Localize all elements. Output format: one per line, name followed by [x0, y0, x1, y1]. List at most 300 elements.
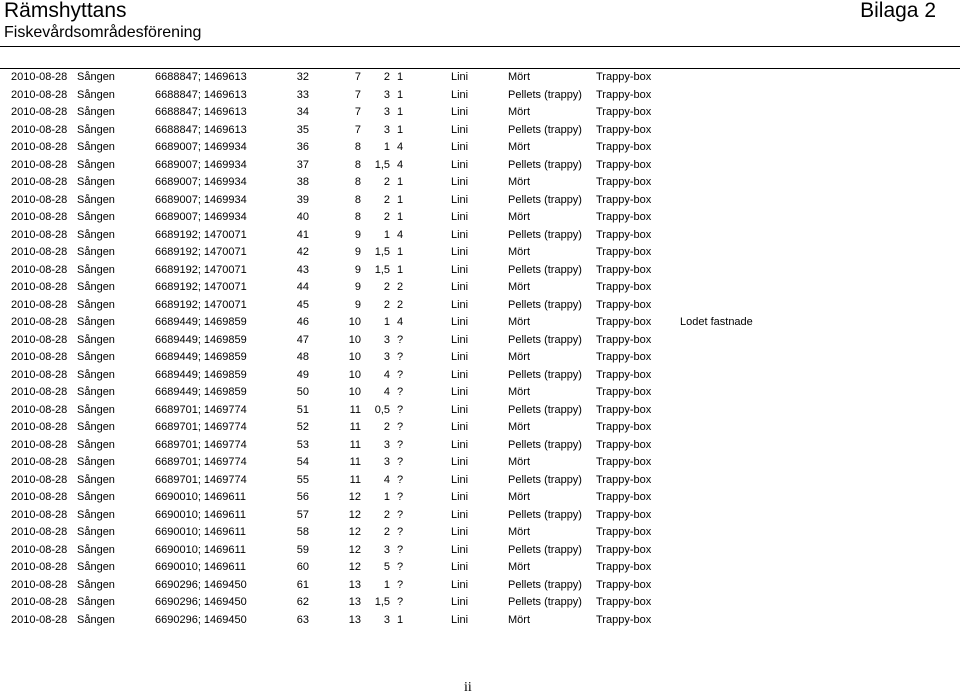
- cell-sample-no: 33: [296, 88, 309, 101]
- cell-trap: Trappy-box: [596, 106, 652, 119]
- cell-note: [675, 139, 960, 157]
- cell-station: 7: [354, 71, 361, 84]
- cell-lake: Sången: [77, 123, 115, 136]
- cell-gear: Lini: [451, 403, 469, 416]
- cell-coordinates: 6690010; 1469611: [155, 491, 246, 504]
- table-row: [0, 542, 960, 560]
- cell-note: [675, 122, 960, 140]
- cell-lake: Sången: [77, 71, 115, 84]
- cell-coordinates: 6689007; 1469934: [155, 211, 247, 224]
- cell-bait: Mört: [508, 211, 530, 224]
- cell-date: 2010-08-28: [11, 596, 68, 609]
- cell-date: 2010-08-28: [11, 543, 68, 556]
- cell-trap: Trappy-box: [596, 263, 652, 276]
- cell-gear: Lini: [451, 263, 469, 276]
- cell-coordinates: 6689701; 1469774: [155, 438, 247, 451]
- cell-coordinates: 6689192; 1470071: [155, 281, 247, 294]
- cell-depth: 1: [383, 491, 390, 504]
- cell-station: 8: [354, 176, 361, 189]
- cell-date: 2010-08-28: [11, 333, 68, 346]
- cell-station: 12: [348, 508, 361, 521]
- cell-bait: Pellets (trappy): [508, 596, 582, 609]
- cell-value: ?: [397, 333, 404, 346]
- cell-coordinates: 6689007; 1469934: [155, 158, 247, 171]
- cell-gear: Lini: [451, 491, 469, 504]
- cell-date: 2010-08-28: [11, 473, 68, 486]
- cell-bait: Mört: [508, 421, 530, 434]
- cell-bait: Pellets (trappy): [508, 123, 582, 136]
- cell-station: 12: [348, 561, 361, 574]
- cell-coordinates: 6690296; 1469450: [155, 596, 247, 609]
- cell-lake: Sången: [77, 438, 115, 451]
- cell-bait: Pellets (trappy): [508, 438, 582, 451]
- cell-sample-no: 39: [296, 193, 309, 206]
- cell-bait: Pellets (trappy): [508, 473, 582, 486]
- table-row: [0, 384, 960, 402]
- table-row: [0, 594, 960, 612]
- table-row: [0, 69, 960, 87]
- cell-sample-no: 42: [296, 246, 309, 259]
- cell-depth: 2: [383, 298, 390, 311]
- table-row: [0, 419, 960, 437]
- cell-station: 10: [348, 368, 361, 381]
- cell-note: [675, 87, 960, 105]
- cell-trap: Trappy-box: [596, 491, 652, 504]
- cell-coordinates: 6690010; 1469611: [155, 508, 246, 521]
- cell-bait: Pellets (trappy): [508, 228, 582, 241]
- cell-trap: Trappy-box: [596, 561, 652, 574]
- cell-date: 2010-08-28: [11, 123, 68, 136]
- cell-lake: Sången: [77, 351, 115, 364]
- table-row: [0, 297, 960, 315]
- cell-gear: Lini: [451, 176, 469, 189]
- cell-bait: Pellets (trappy): [508, 403, 582, 416]
- cell-lake: Sången: [77, 263, 115, 276]
- cell-value: ?: [397, 456, 404, 469]
- cell-date: 2010-08-28: [11, 141, 68, 154]
- cell-depth: 3: [383, 351, 390, 364]
- cell-gear: Lini: [451, 141, 469, 154]
- cell-coordinates: 6688847; 1469613: [155, 106, 247, 119]
- cell-station: 13: [348, 613, 361, 626]
- cell-trap: Trappy-box: [596, 333, 652, 346]
- cell-depth: 1,5: [374, 596, 390, 609]
- table-row: [0, 157, 960, 175]
- document-header: [4, 0, 201, 43]
- cell-lake: Sången: [77, 281, 115, 294]
- cell-depth: 0,5: [374, 403, 390, 416]
- cell-trap: Trappy-box: [596, 473, 652, 486]
- cell-station: 12: [348, 526, 361, 539]
- cell-station: 7: [354, 106, 361, 119]
- cell-date: 2010-08-28: [11, 263, 68, 276]
- cell-station: 9: [354, 228, 361, 241]
- cell-value: 2: [397, 298, 404, 311]
- table-row: [0, 244, 960, 262]
- cell-value: 1: [397, 211, 404, 224]
- cell-date: 2010-08-28: [11, 88, 68, 101]
- table-row: [0, 402, 960, 420]
- cell-sample-no: 51: [296, 403, 309, 416]
- table-row: [0, 507, 960, 525]
- cell-depth: 2: [383, 71, 390, 84]
- cell-station: 10: [348, 386, 361, 399]
- cell-trap: Trappy-box: [596, 228, 652, 241]
- cell-value: ?: [397, 351, 404, 364]
- cell-depth: 4: [383, 473, 390, 486]
- cell-value: 1: [397, 193, 404, 206]
- cell-coordinates: 6688847; 1469613: [155, 88, 247, 101]
- cell-gear: Lini: [451, 561, 469, 574]
- cell-value: 1: [397, 613, 404, 626]
- page-number: ii: [464, 680, 472, 695]
- cell-date: 2010-08-28: [11, 351, 68, 364]
- cell-note: [675, 332, 960, 350]
- cell-date: 2010-08-28: [11, 281, 68, 294]
- cell-value: 4: [397, 158, 404, 171]
- table-row: [0, 489, 960, 507]
- cell-lake: Sången: [77, 211, 115, 224]
- cell-coordinates: 6689701; 1469774: [155, 473, 247, 486]
- cell-date: 2010-08-28: [11, 421, 68, 434]
- cell-date: 2010-08-28: [11, 386, 68, 399]
- cell-sample-no: 44: [296, 281, 309, 294]
- cell-depth: 1: [383, 228, 390, 241]
- cell-lake: Sången: [77, 176, 115, 189]
- cell-value: ?: [397, 578, 404, 591]
- cell-lake: Sången: [77, 613, 115, 626]
- cell-note: [675, 174, 960, 192]
- cell-lake: Sången: [77, 421, 115, 434]
- organization-name: Rämshyttans: [4, 0, 127, 22]
- cell-depth: 1,5: [374, 246, 390, 259]
- cell-sample-no: 32: [296, 71, 309, 84]
- cell-station: 9: [354, 298, 361, 311]
- cell-bait: Mört: [508, 613, 530, 626]
- cell-depth: 2: [383, 193, 390, 206]
- cell-depth: 2: [383, 281, 390, 294]
- table-row: [0, 139, 960, 157]
- cell-coordinates: 6688847; 1469613: [155, 71, 247, 84]
- cell-lake: Sången: [77, 333, 115, 346]
- cell-gear: Lini: [451, 508, 469, 521]
- cell-sample-no: 49: [296, 368, 309, 381]
- cell-depth: 2: [383, 176, 390, 189]
- table-row: [0, 279, 960, 297]
- cell-trap: Trappy-box: [596, 193, 652, 206]
- cell-sample-no: 43: [296, 263, 309, 276]
- cell-trap: Trappy-box: [596, 211, 652, 224]
- cell-date: 2010-08-28: [11, 613, 68, 626]
- cell-coordinates: 6689007; 1469934: [155, 193, 247, 206]
- cell-bait: Mört: [508, 141, 530, 154]
- cell-station: 10: [348, 351, 361, 364]
- cell-date: 2010-08-28: [11, 508, 68, 521]
- cell-sample-no: 40: [296, 211, 309, 224]
- cell-depth: 2: [383, 526, 390, 539]
- cell-sample-no: 61: [296, 578, 309, 591]
- cell-station: 9: [354, 281, 361, 294]
- cell-value: ?: [397, 473, 404, 486]
- cell-note: [675, 104, 960, 122]
- cell-value: 1: [397, 71, 404, 84]
- cell-station: 9: [354, 246, 361, 259]
- table-row: [0, 577, 960, 595]
- cell-sample-no: 55: [296, 473, 309, 486]
- cell-coordinates: 6689449; 1469859: [155, 333, 247, 346]
- cell-gear: Lini: [451, 473, 469, 486]
- cell-value: 4: [397, 141, 404, 154]
- cell-value: 4: [397, 228, 404, 241]
- cell-depth: 1: [383, 578, 390, 591]
- cell-sample-no: 59: [296, 543, 309, 556]
- cell-date: 2010-08-28: [11, 403, 68, 416]
- cell-station: 8: [354, 158, 361, 171]
- cell-value: ?: [397, 403, 404, 416]
- cell-gear: Lini: [451, 578, 469, 591]
- cell-note: [675, 384, 960, 402]
- cell-lake: Sången: [77, 228, 115, 241]
- cell-trap: Trappy-box: [596, 176, 652, 189]
- cell-station: 8: [354, 141, 361, 154]
- cell-value: 1: [397, 246, 404, 259]
- cell-bait: Mört: [508, 386, 530, 399]
- cell-gear: Lini: [451, 71, 469, 84]
- cell-note: [675, 244, 960, 262]
- cell-note: [675, 209, 960, 227]
- cell-note: [675, 227, 960, 245]
- cell-trap: Trappy-box: [596, 351, 652, 364]
- cell-sample-no: 47: [296, 333, 309, 346]
- cell-sample-no: 34: [296, 106, 309, 119]
- cell-sample-no: 37: [296, 158, 309, 171]
- cell-date: 2010-08-28: [11, 246, 68, 259]
- cell-gear: Lini: [451, 456, 469, 469]
- cell-gear: Lini: [451, 421, 469, 434]
- cell-bait: Mört: [508, 351, 530, 364]
- cell-gear: Lini: [451, 526, 469, 539]
- cell-lake: Sången: [77, 578, 115, 591]
- cell-date: 2010-08-28: [11, 316, 68, 329]
- cell-gear: Lini: [451, 281, 469, 294]
- cell-gear: Lini: [451, 316, 469, 329]
- cell-coordinates: 6689007; 1469934: [155, 141, 247, 154]
- cell-value: ?: [397, 386, 404, 399]
- cell-coordinates: 6690010; 1469611: [155, 526, 246, 539]
- cell-trap: Trappy-box: [596, 141, 652, 154]
- cell-gear: Lini: [451, 386, 469, 399]
- cell-station: 7: [354, 123, 361, 136]
- cell-coordinates: 6689701; 1469774: [155, 403, 247, 416]
- cell-gear: Lini: [451, 596, 469, 609]
- cell-station: 10: [348, 333, 361, 346]
- cell-depth: 3: [383, 88, 390, 101]
- cell-value: 1: [397, 88, 404, 101]
- cell-sample-no: 35: [296, 123, 309, 136]
- cell-station: 13: [348, 578, 361, 591]
- cell-lake: Sången: [77, 141, 115, 154]
- cell-value: ?: [397, 491, 404, 504]
- cell-trap: Trappy-box: [596, 438, 652, 451]
- cell-lake: Sången: [77, 316, 115, 329]
- cell-date: 2010-08-28: [11, 298, 68, 311]
- cell-value: ?: [397, 368, 404, 381]
- cell-lake: Sången: [77, 368, 115, 381]
- cell-depth: 3: [383, 613, 390, 626]
- cell-date: 2010-08-28: [11, 491, 68, 504]
- cell-sample-no: 45: [296, 298, 309, 311]
- cell-gear: Lini: [451, 543, 469, 556]
- cell-depth: 2: [383, 421, 390, 434]
- cell-gear: Lini: [451, 123, 469, 136]
- cell-depth: 2: [383, 211, 390, 224]
- cell-date: 2010-08-28: [11, 211, 68, 224]
- cell-value: 2: [397, 281, 404, 294]
- cell-depth: 1,5: [374, 263, 390, 276]
- cell-gear: Lini: [451, 88, 469, 101]
- cell-station: 12: [348, 543, 361, 556]
- cell-note: [675, 69, 960, 87]
- table-row: [0, 262, 960, 280]
- cell-note: [675, 559, 960, 577]
- cell-depth: 4: [383, 386, 390, 399]
- cell-trap: Trappy-box: [596, 421, 652, 434]
- cell-sample-no: 48: [296, 351, 309, 364]
- cell-trap: Trappy-box: [596, 316, 652, 329]
- cell-station: 12: [348, 491, 361, 504]
- cell-date: 2010-08-28: [11, 456, 68, 469]
- cell-trap: Trappy-box: [596, 246, 652, 259]
- cell-note: [675, 472, 960, 490]
- cell-lake: Sången: [77, 561, 115, 574]
- cell-trap: Trappy-box: [596, 368, 652, 381]
- cell-coordinates: 6690296; 1469450: [155, 578, 247, 591]
- table-row: [0, 332, 960, 350]
- cell-lake: Sången: [77, 246, 115, 259]
- cell-sample-no: 58: [296, 526, 309, 539]
- table-row: [0, 227, 960, 245]
- table-row: [0, 174, 960, 192]
- cell-bait: Mört: [508, 316, 530, 329]
- table-row: [0, 437, 960, 455]
- table-row: [0, 367, 960, 385]
- cell-gear: Lini: [451, 106, 469, 119]
- cell-depth: 5: [383, 561, 390, 574]
- cell-depth: 1: [383, 316, 390, 329]
- cell-date: 2010-08-28: [11, 578, 68, 591]
- cell-trap: Trappy-box: [596, 596, 652, 609]
- cell-bait: Mört: [508, 281, 530, 294]
- cell-value: ?: [397, 508, 404, 521]
- cell-coordinates: 6690296; 1469450: [155, 613, 247, 626]
- cell-lake: Sången: [77, 106, 115, 119]
- cell-note: [675, 192, 960, 210]
- cell-sample-no: 63: [296, 613, 309, 626]
- cell-note: [675, 157, 960, 175]
- cell-lake: Sången: [77, 298, 115, 311]
- cell-note: [675, 594, 960, 612]
- cell-gear: Lini: [451, 333, 469, 346]
- cell-depth: 3: [383, 123, 390, 136]
- cell-date: 2010-08-28: [11, 438, 68, 451]
- cell-coordinates: 6689449; 1469859: [155, 316, 247, 329]
- cell-trap: Trappy-box: [596, 613, 652, 626]
- cell-station: 11: [349, 456, 361, 469]
- table-row: [0, 559, 960, 577]
- cell-station: 7: [354, 88, 361, 101]
- table-row: [0, 524, 960, 542]
- cell-bait: Pellets (trappy): [508, 263, 582, 276]
- cell-value: ?: [397, 543, 404, 556]
- table-row: [0, 192, 960, 210]
- cell-coordinates: 6688847; 1469613: [155, 123, 247, 136]
- cell-coordinates: 6690010; 1469611: [155, 543, 246, 556]
- cell-trap: Trappy-box: [596, 526, 652, 539]
- cell-bait: Pellets (trappy): [508, 368, 582, 381]
- cell-sample-no: 36: [296, 141, 309, 154]
- cell-date: 2010-08-28: [11, 176, 68, 189]
- cell-lake: Sången: [77, 193, 115, 206]
- cell-sample-no: 57: [296, 508, 309, 521]
- cell-value: 4: [397, 316, 404, 329]
- cell-bait: Pellets (trappy): [508, 333, 582, 346]
- cell-coordinates: 6689701; 1469774: [155, 421, 247, 434]
- cell-coordinates: 6689192; 1470071: [155, 246, 247, 259]
- cell-note: [675, 542, 960, 560]
- cell-lake: Sången: [77, 403, 115, 416]
- cell-gear: Lini: [451, 228, 469, 241]
- cell-date: 2010-08-28: [11, 193, 68, 206]
- cell-sample-no: 41: [296, 228, 309, 241]
- cell-bait: Mört: [508, 456, 530, 469]
- cell-bait: Mört: [508, 561, 530, 574]
- cell-date: 2010-08-28: [11, 106, 68, 119]
- table-row: [0, 122, 960, 140]
- cell-lake: Sången: [77, 596, 115, 609]
- cell-value: 1: [397, 123, 404, 136]
- cell-date: 2010-08-28: [11, 158, 68, 171]
- cell-date: 2010-08-28: [11, 561, 68, 574]
- cell-bait: Pellets (trappy): [508, 578, 582, 591]
- cell-trap: Trappy-box: [596, 508, 652, 521]
- cell-date: 2010-08-28: [11, 71, 68, 84]
- table-row: [0, 209, 960, 227]
- cell-bait: Pellets (trappy): [508, 158, 582, 171]
- cell-lake: Sången: [77, 386, 115, 399]
- cell-trap: Trappy-box: [596, 403, 652, 416]
- cell-depth: 3: [383, 456, 390, 469]
- cell-gear: Lini: [451, 298, 469, 311]
- table-row: [0, 314, 960, 332]
- cell-coordinates: 6689192; 1470071: [155, 228, 247, 241]
- cell-value: ?: [397, 438, 404, 451]
- cell-value: ?: [397, 526, 404, 539]
- cell-note: [675, 349, 960, 367]
- cell-bait: Pellets (trappy): [508, 298, 582, 311]
- table-row: [0, 349, 960, 367]
- cell-note: [675, 454, 960, 472]
- cell-trap: Trappy-box: [596, 88, 652, 101]
- cell-note: [675, 489, 960, 507]
- cell-value: 1: [397, 176, 404, 189]
- cell-date: 2010-08-28: [11, 368, 68, 381]
- cell-trap: Trappy-box: [596, 123, 652, 136]
- cell-station: 9: [354, 263, 361, 276]
- table-row: [0, 472, 960, 490]
- cell-note: [675, 297, 960, 315]
- cell-note: [675, 524, 960, 542]
- cell-bait: Mört: [508, 71, 530, 84]
